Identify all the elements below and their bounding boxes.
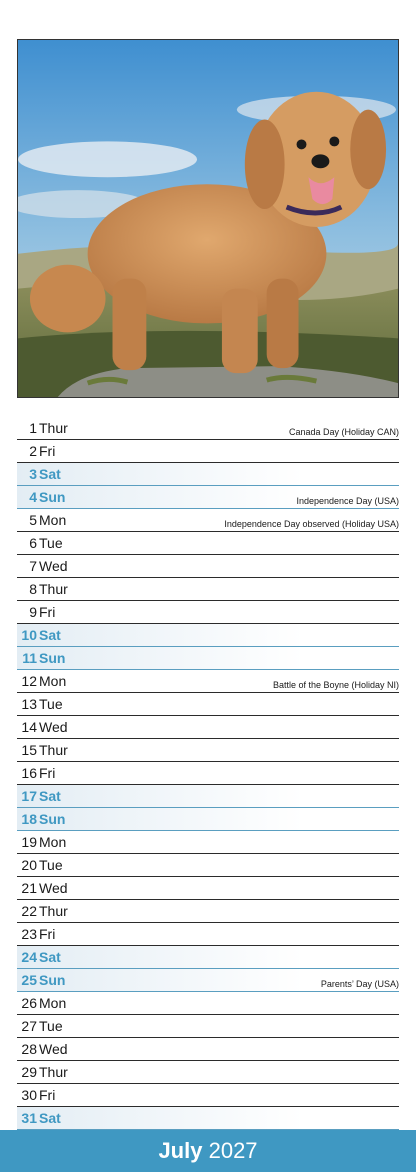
day-name: Sun xyxy=(39,811,66,827)
day-row xyxy=(17,509,399,532)
day-number: 12 xyxy=(21,673,37,689)
day-row xyxy=(17,486,399,509)
day-name: Mon xyxy=(39,512,67,528)
day-number: 21 xyxy=(21,880,37,896)
day-number: 17 xyxy=(21,788,37,804)
day-number: 7 xyxy=(29,558,37,574)
dog-illustration xyxy=(18,40,398,397)
day-name: Wed xyxy=(39,558,68,574)
event-label: Independence Day observed (Holiday USA) xyxy=(224,519,399,529)
day-number: 22 xyxy=(21,903,37,919)
day-row xyxy=(17,923,399,946)
day-number: 29 xyxy=(21,1064,37,1080)
event-label: Battle of the Boyne (Holiday NI) xyxy=(272,680,399,690)
day-row xyxy=(17,969,399,992)
day-name: Sat xyxy=(39,949,61,965)
day-name: Thur xyxy=(39,581,68,597)
day-name: Tue xyxy=(39,535,63,551)
day-name: Sun xyxy=(39,489,66,505)
day-row xyxy=(17,532,399,555)
day-row xyxy=(17,716,399,739)
day-name: Fri xyxy=(39,926,56,942)
day-number: 9 xyxy=(29,604,37,620)
day-row xyxy=(17,854,399,877)
day-number: 10 xyxy=(21,627,37,643)
day-number: 6 xyxy=(29,535,37,551)
day-row xyxy=(17,762,399,785)
day-number: 26 xyxy=(21,995,37,1011)
day-row xyxy=(17,417,399,440)
day-row xyxy=(17,900,399,923)
day-name: Mon xyxy=(39,834,67,850)
dog-photo xyxy=(17,39,399,398)
day-row xyxy=(17,1061,399,1084)
day-name: Thur xyxy=(39,903,68,919)
day-row xyxy=(17,946,399,969)
day-name: Fri xyxy=(39,765,56,781)
day-name: Mon xyxy=(39,995,67,1011)
day-row xyxy=(17,1107,399,1130)
day-row xyxy=(17,670,399,693)
day-number: 13 xyxy=(21,696,37,712)
year: 2027 xyxy=(208,1138,258,1163)
day-number: 24 xyxy=(21,949,37,965)
day-name: Sat xyxy=(39,627,61,643)
day-name: Tue xyxy=(39,1018,63,1034)
day-number: 3 xyxy=(29,466,37,482)
day-number: 8 xyxy=(29,581,37,597)
day-number: 4 xyxy=(29,489,37,505)
event-label: Parents’ Day (USA) xyxy=(320,979,399,989)
day-row xyxy=(17,555,399,578)
day-number: 23 xyxy=(21,926,37,942)
day-name: Wed xyxy=(39,1041,68,1057)
day-name: Mon xyxy=(39,673,67,689)
day-number: 20 xyxy=(21,857,37,873)
month-name: July xyxy=(158,1138,203,1163)
day-row xyxy=(17,1015,399,1038)
day-row xyxy=(17,831,399,854)
day-row xyxy=(17,624,399,647)
day-name: Sat xyxy=(39,1110,61,1126)
day-number: 27 xyxy=(21,1018,37,1034)
day-row xyxy=(17,440,399,463)
day-number: 28 xyxy=(21,1041,37,1057)
month-footer xyxy=(0,1130,416,1172)
day-row xyxy=(17,992,399,1015)
day-row xyxy=(17,578,399,601)
day-name: Tue xyxy=(39,696,63,712)
day-name: Thur xyxy=(39,420,68,436)
day-list xyxy=(17,417,399,1130)
day-name: Wed xyxy=(39,880,68,896)
day-row xyxy=(17,1038,399,1061)
day-number: 18 xyxy=(21,811,37,827)
day-row xyxy=(17,647,399,670)
day-name: Fri xyxy=(39,1087,56,1103)
day-row xyxy=(17,785,399,808)
day-name: Sun xyxy=(39,650,66,666)
day-number: 15 xyxy=(21,742,37,758)
day-name: Thur xyxy=(39,742,68,758)
day-number: 19 xyxy=(21,834,37,850)
day-row xyxy=(17,1084,399,1107)
day-name: Fri xyxy=(39,443,56,459)
day-number: 30 xyxy=(21,1087,37,1103)
day-number: 2 xyxy=(29,443,37,459)
day-name: Tue xyxy=(39,857,63,873)
day-name: Sat xyxy=(39,788,61,804)
event-label: Independence Day (USA) xyxy=(296,496,399,506)
day-number: 25 xyxy=(21,972,37,988)
day-row xyxy=(17,693,399,716)
day-name: Thur xyxy=(39,1064,68,1080)
day-row xyxy=(17,601,399,624)
day-name: Fri xyxy=(39,604,56,620)
day-name: Wed xyxy=(39,719,68,735)
day-number: 16 xyxy=(21,765,37,781)
day-row xyxy=(17,877,399,900)
day-number: 14 xyxy=(21,719,37,735)
day-number: 31 xyxy=(21,1110,37,1126)
day-row xyxy=(17,739,399,762)
event-label: Canada Day (Holiday CAN) xyxy=(288,427,399,437)
day-number: 5 xyxy=(29,512,37,528)
day-name: Sun xyxy=(39,972,66,988)
day-row xyxy=(17,808,399,831)
day-row xyxy=(17,463,399,486)
day-number: 1 xyxy=(29,420,37,436)
day-name: Sat xyxy=(39,466,61,482)
day-number: 11 xyxy=(22,650,37,666)
